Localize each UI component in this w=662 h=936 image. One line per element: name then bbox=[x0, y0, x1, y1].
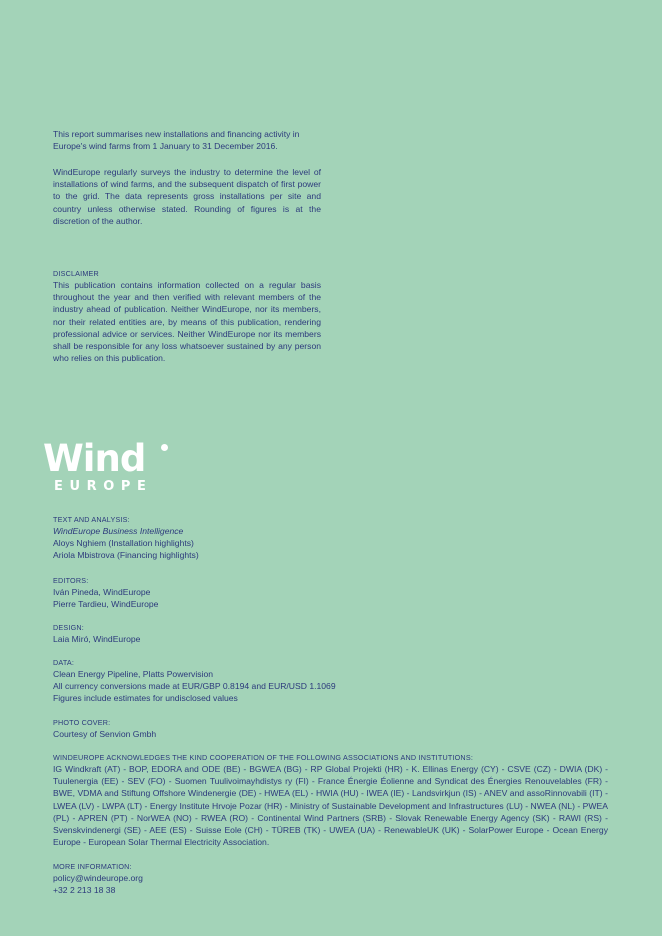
text-analysis-org: WindEurope Business Intelligence bbox=[53, 526, 184, 536]
photo-line-1: Courtesy of Senvion Gmbh bbox=[53, 729, 157, 739]
contact-phone: +32 2 213 18 38 bbox=[53, 885, 116, 896]
more-info-section bbox=[53, 861, 453, 896]
design-section bbox=[53, 622, 453, 645]
text-analysis-line-2: Ariola Mbistrova (Financing highlights) bbox=[53, 550, 199, 561]
acknowledgements-section bbox=[53, 752, 608, 848]
intro-paragraph-2: WindEurope regularly surveys the industry to determine the level of installations of wind farms, and the subsequent dispatch of first power to the grid. The data represents gross installations per site and country unless otherwise stated. Rounding of figures is at the discretion of the author. bbox=[53, 167, 321, 226]
logo-dot bbox=[161, 444, 168, 451]
editors-line-2: Pierre Tardieu, WindEurope bbox=[53, 599, 159, 610]
editors-line-1: Iván Pineda, WindEurope bbox=[53, 587, 151, 597]
editors-section bbox=[53, 575, 453, 610]
data-line-2: All currency conversions made at EUR/GBP 0.8194 and EUR/USD 1.1069 bbox=[53, 681, 336, 692]
intro-paragraph-1: This report summarises new installations and financing activity in Europe's wind farms from 1 January to 31 December 2016. bbox=[53, 129, 300, 152]
disclaimer-label: DISCLAIMER bbox=[53, 269, 99, 278]
logo-word: Wind bbox=[43, 437, 146, 480]
text-analysis-section bbox=[53, 514, 453, 562]
editors-label: EDITORS: bbox=[53, 576, 89, 585]
contact-email[interactable]: policy@windeurope.org bbox=[53, 873, 143, 883]
design-label: DESIGN: bbox=[53, 623, 84, 632]
acknowledgements-text: IG Windkraft (AT) - BOP, EDORA and ODE (BE) - BGWEA (BG) - RP Global Projekti (HR) - K. Ellinas Energy (CY) - CSVE (CZ) - DWIA (DK) - Tuulenergia (EE) - SEV (FO) - Suomen Tuulivoimayhdistys ry (FI) - France Énergie Éolienne and Syndicat des Énergies Renouvelables (FR) - BWE, VDMA and Stiftung Offshore Windenergie (DE) - HWEA (EL) - HWIA (HU) - IWEA (IE) - Landsvirkjun (IS) - ANEV and assoRinnovabili (IT) - LWEA (LV) - LWPA (LT) - Energy Institute Hrvoje Pozar (HR) - Ministry of Sustainable Development and Infrastructures (LU) - NWEA (NL) - PWEA (PL) - APREN (PT) - NorWEA (NO) - RWEA (RO) - Continental Wind Partners (SRB) - Slovak Renewable Energy Agency (SK) - RAWI (RS) - Svenskvindenergi (SE) - AEE (ES) - Suisse Eole (CH) - TÜREB (TK) - UWEA (UA) - RenewableUK (UK) - SolarPower Europe - Ocean Energy Europe - European Solar Thermal Electricity Association. bbox=[53, 764, 608, 848]
photo-section bbox=[53, 717, 453, 740]
disclaimer-text: This publication contains information collected on a regular basis throughout the year and then verified with relevant members of the industry ahead of publication. Neither WindEurope, nor its members, nor their related entities are, by means of this publication, rendering professional advice or services. Neither WindEurope nor its members shall be responsible for any loss whatsoever sustained by any person who relies on this publication. bbox=[53, 280, 321, 364]
design-line-1: Laia Miró, WindEurope bbox=[53, 634, 141, 644]
data-label: DATA: bbox=[53, 658, 75, 667]
data-line-3: Figures include estimates for undisclosed values bbox=[53, 693, 238, 704]
disclaimer-section bbox=[53, 268, 321, 364]
more-info-label: MORE INFORMATION: bbox=[53, 862, 132, 871]
data-section bbox=[53, 657, 503, 705]
intro-section bbox=[53, 128, 321, 152]
data-line-1: Clean Energy Pipeline, Platts Powervision bbox=[53, 669, 214, 679]
logo-subtitle: EUROPE bbox=[54, 479, 153, 494]
photo-label: PHOTO COVER: bbox=[53, 718, 111, 727]
intro-paragraph-2-block bbox=[53, 166, 321, 227]
windeurope-logo bbox=[43, 437, 153, 494]
text-analysis-label: TEXT AND ANALYSIS: bbox=[53, 515, 130, 524]
text-analysis-line-1: Aloys Nghiem (Installation highlights) bbox=[53, 538, 194, 549]
acknowledgements-label: WINDEUROPE ACKNOWLEDGES THE KIND COOPERATION OF THE FOLLOWING ASSOCIATIONS AND INSTITUTIONS: bbox=[53, 753, 474, 762]
